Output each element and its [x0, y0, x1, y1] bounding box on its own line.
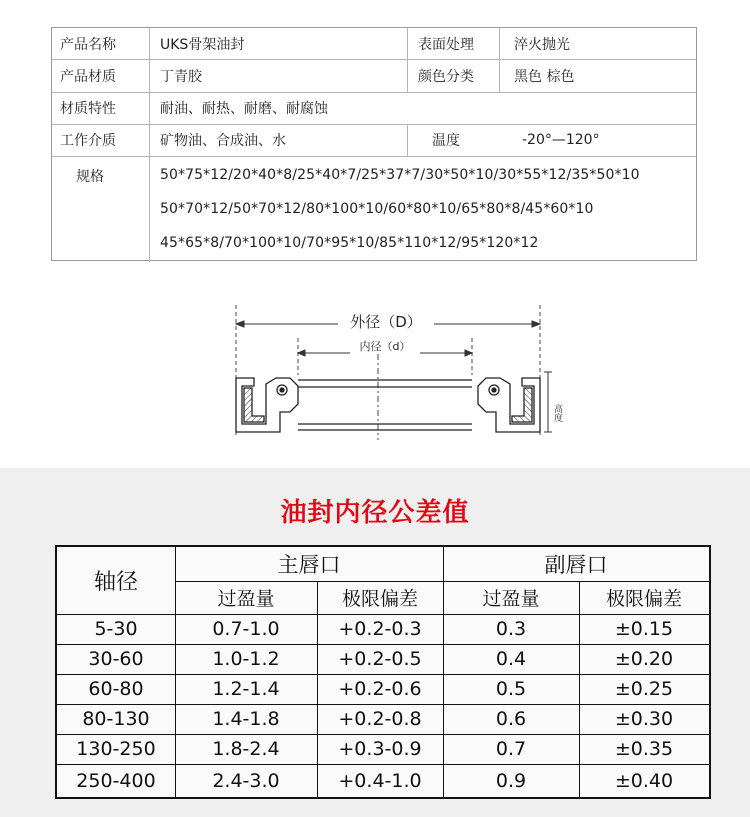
shaft-cell: 60-80 [88, 678, 144, 700]
sub-interference-cell: 0.3 [495, 618, 527, 640]
main-interference-cell: 1.2-1.4 [212, 678, 280, 700]
left-seal-section [236, 378, 298, 432]
sub-deviation-cell: ±0.35 [614, 738, 674, 760]
medium-label: 工作介质 [52, 124, 150, 156]
spec-row-sizes [52, 156, 696, 262]
sub-deviation-cell: ±0.40 [614, 769, 674, 792]
group-main-lip-header: 主唇口 [277, 553, 341, 577]
shaft-cell: 130-250 [76, 738, 156, 760]
height-dimension [544, 372, 552, 432]
product-name-label: 产品名称 [52, 28, 150, 59]
temp-value: -20°—120° [522, 132, 600, 148]
oil-seal-diagram [220, 300, 580, 450]
spec-size-line: 50*70*12/50*70*12/80*100*10/60*80*10/65*80*8/45*60*10 [160, 201, 594, 217]
color-label: 颜色分类 [408, 59, 500, 92]
main-deviation-header: 极限偏差 [341, 588, 418, 610]
sub-deviation-cell: ±0.30 [614, 708, 674, 730]
main-deviation-cell: +0.2-0.5 [338, 648, 422, 670]
spec-row-material [52, 59, 696, 93]
medium-value: 矿物油、合成油、水 [150, 124, 408, 156]
inner-diameter-label: 内径（d） [359, 340, 411, 353]
main-interference-header: 过盈量 [217, 588, 275, 610]
col-shaft-header: 轴径 [93, 570, 138, 595]
sub-interference-cell: 0.5 [495, 678, 527, 700]
material-value: 丁青胶 [150, 59, 408, 92]
spec-row-name [52, 28, 696, 60]
seal-rails [298, 380, 472, 430]
sub-deviation-cell: ±0.15 [614, 618, 674, 640]
spec-size-line: 50*75*12/20*40*8/25*40*7/25*37*7/30*50*10/30*55*12/35*50*10 [160, 167, 640, 183]
temp-label: 温度 [432, 133, 460, 149]
material-label: 产品材质 [52, 59, 150, 92]
sub-interference-cell: 0.7 [495, 738, 527, 760]
group-sub-lip-header: 副唇口 [544, 553, 608, 577]
spec-row-medium [52, 124, 696, 157]
surface-label: 表面处理 [408, 28, 500, 59]
main-deviation-cell: +0.4-1.0 [338, 769, 422, 792]
shaft-cell: 80-130 [82, 708, 150, 730]
property-label: 材质特性 [52, 92, 150, 124]
sub-deviation-cell: ±0.20 [614, 648, 674, 670]
color-value: 黑色 棕色 [514, 68, 575, 85]
main-deviation-cell: +0.2-0.8 [338, 708, 422, 730]
right-seal-section [478, 378, 540, 432]
main-interference-cell: 1.4-1.8 [212, 708, 280, 730]
spec-label: 规格 [52, 156, 150, 262]
property-value: 耐油、耐热、耐磨、耐腐蚀 [160, 101, 328, 117]
sub-deviation-header: 极限偏差 [605, 588, 682, 610]
main-interference-cell: 1.0-1.2 [212, 648, 280, 670]
sub-interference-header: 过盈量 [482, 588, 540, 610]
spec-size-line: 45*65*8/70*100*10/70*95*10/85*110*12/95*120*12 [160, 235, 539, 251]
main-interference-cell: 2.4-3.0 [212, 769, 280, 792]
tolerance-title: 油封内径公差值 [280, 498, 470, 528]
main-deviation-cell: +0.2-0.6 [338, 678, 422, 700]
shaft-cell: 30-60 [88, 648, 144, 670]
surface-value: 淬火抛光 [514, 36, 570, 53]
tolerance-table [55, 545, 711, 799]
main-interference-cell: 1.8-2.4 [212, 738, 280, 760]
sub-interference-cell: 0.9 [495, 769, 527, 792]
height-label: 高度 [552, 404, 562, 422]
sub-deviation-cell: ±0.25 [614, 678, 674, 700]
spec-size-list [150, 156, 696, 262]
main-deviation-cell: +0.2-0.3 [338, 618, 422, 640]
shaft-cell: 5-30 [94, 618, 138, 640]
tolerance-panel [0, 468, 750, 817]
sub-interference-cell: 0.4 [495, 648, 527, 670]
spec-table [51, 27, 697, 261]
outer-diameter-label: 外径（D） [350, 313, 422, 331]
main-interference-cell: 0.7-1.0 [212, 618, 280, 640]
main-deviation-cell: +0.3-0.9 [338, 738, 422, 760]
spec-row-property [52, 92, 696, 125]
sub-interference-cell: 0.6 [495, 708, 527, 730]
product-name-value: UKS骨架油封 [150, 28, 408, 59]
shaft-cell: 250-400 [76, 769, 156, 792]
